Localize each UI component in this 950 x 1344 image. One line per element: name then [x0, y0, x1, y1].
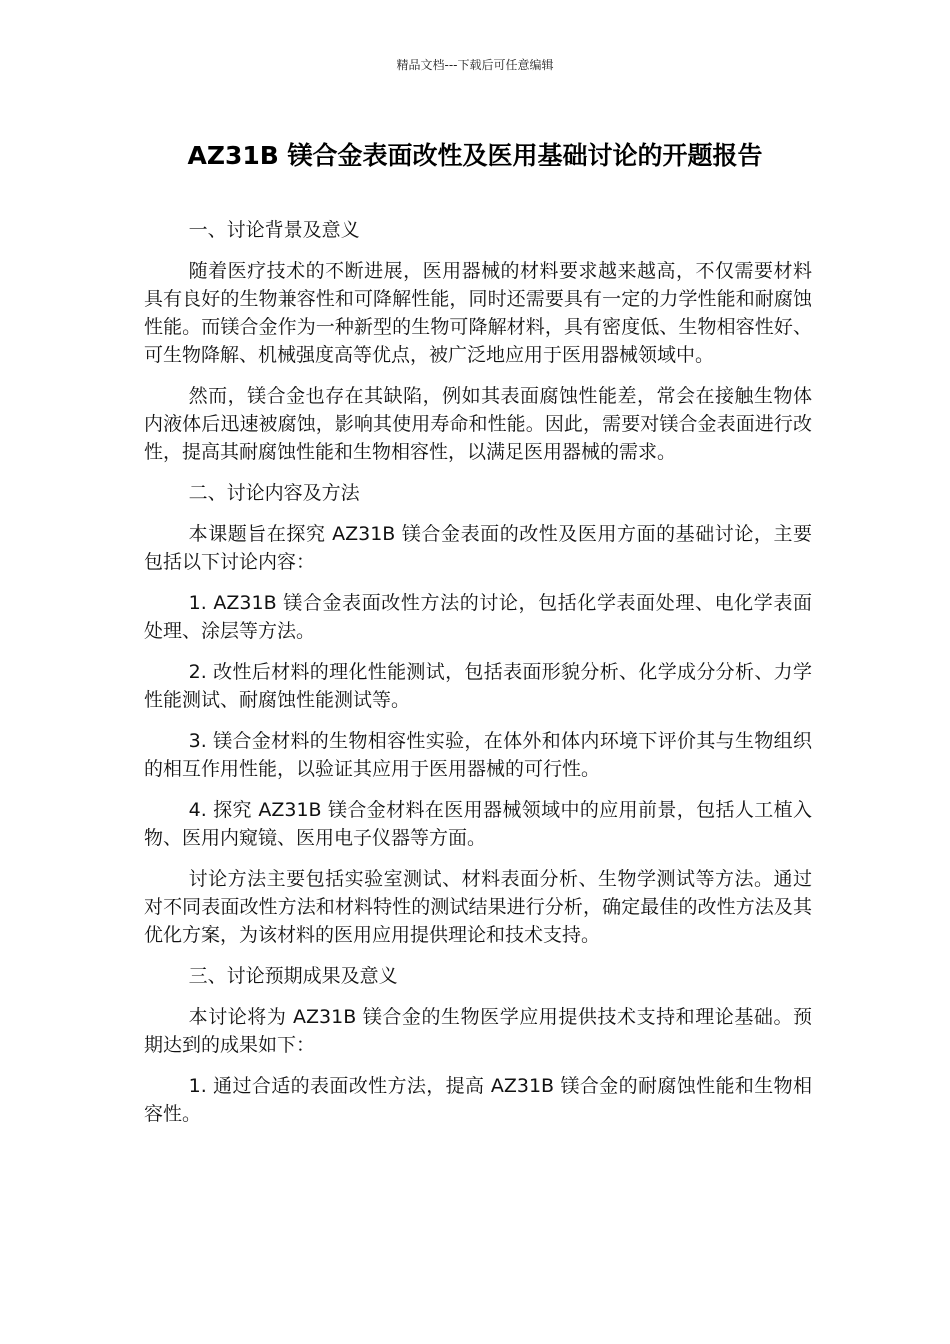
document-title: AZ31B 镁合金表面改性及医用基础讨论的开题报告 [187, 141, 763, 170]
section-heading-background: 一、讨论背景及意义 [188, 219, 360, 241]
section-heading-content-methods: 二、讨论内容及方法 [188, 482, 360, 504]
paragraph-expected-intro: 本讨论将为 AZ31B 镁合金的生物医学应用提供技术支持和理论基础。预期达到的成果如下： [144, 1006, 812, 1056]
paragraph-content-intro: 本课题旨在探究 AZ31B 镁合金表面的改性及医用方面的基础讨论，主要包括以下讨论内容： [144, 523, 812, 573]
paragraph-methods: 讨论方法主要包括实验室测试、材料表面分析、生物学测试等方法。通过对不同表面改性方法和材料特性的测试结果进行分析，确定最佳的改性方法及其优化方案，为该材料的医用应用提供理论和技术支持。 [144, 868, 812, 946]
list-item-content-1: 1. AZ31B 镁合金表面改性方法的讨论，包括化学表面处理、电化学表面处理、涂层等方法。 [144, 592, 812, 642]
document-body [144, 216, 812, 1141]
section-heading-expected-results: 三、讨论预期成果及意义 [188, 965, 398, 987]
paragraph-background-1: 随着医疗技术的不断进展，医用器械的材料要求越来越高，不仅需要材料具有良好的生物兼容性和可降解性能，同时还需要具有一定的力学性能和耐腐蚀性能。而镁合金作为一种新型的生物可降解材料，具有密度低、生物相容性好、可生物降解、机械强度高等优点，被广泛地应用于医用器械领域中。 [144, 260, 812, 366]
list-item-expected-1: 1. 通过合适的表面改性方法，提高 AZ31B 镁合金的耐腐蚀性能和生物相容性。 [144, 1075, 812, 1125]
paragraph-background-2: 然而，镁合金也存在其缺陷，例如其表面腐蚀性能差，常会在接触生物体内液体后迅速被腐蚀，影响其使用寿命和性能。因此，需要对镁合金表面进行改性，提高其耐腐蚀性能和生物相容性，以满足医用器械的需求。 [144, 385, 812, 463]
list-item-content-3: 3. 镁合金材料的生物相容性实验，在体外和体内环境下评价其与生物组织的相互作用性能，以验证其应用于医用器械的可行性。 [144, 730, 812, 780]
list-item-content-2: 2. 改性后材料的理化性能测试，包括表面形貌分析、化学成分分析、力学性能测试、耐腐蚀性能测试等。 [144, 661, 812, 711]
header-note: 精品文档---下载后可任意编辑 [396, 58, 554, 72]
list-item-content-4: 4. 探究 AZ31B 镁合金材料在医用器械领域中的应用前景，包括人工植入物、医用内窥镜、医用电子仪器等方面。 [144, 799, 812, 849]
